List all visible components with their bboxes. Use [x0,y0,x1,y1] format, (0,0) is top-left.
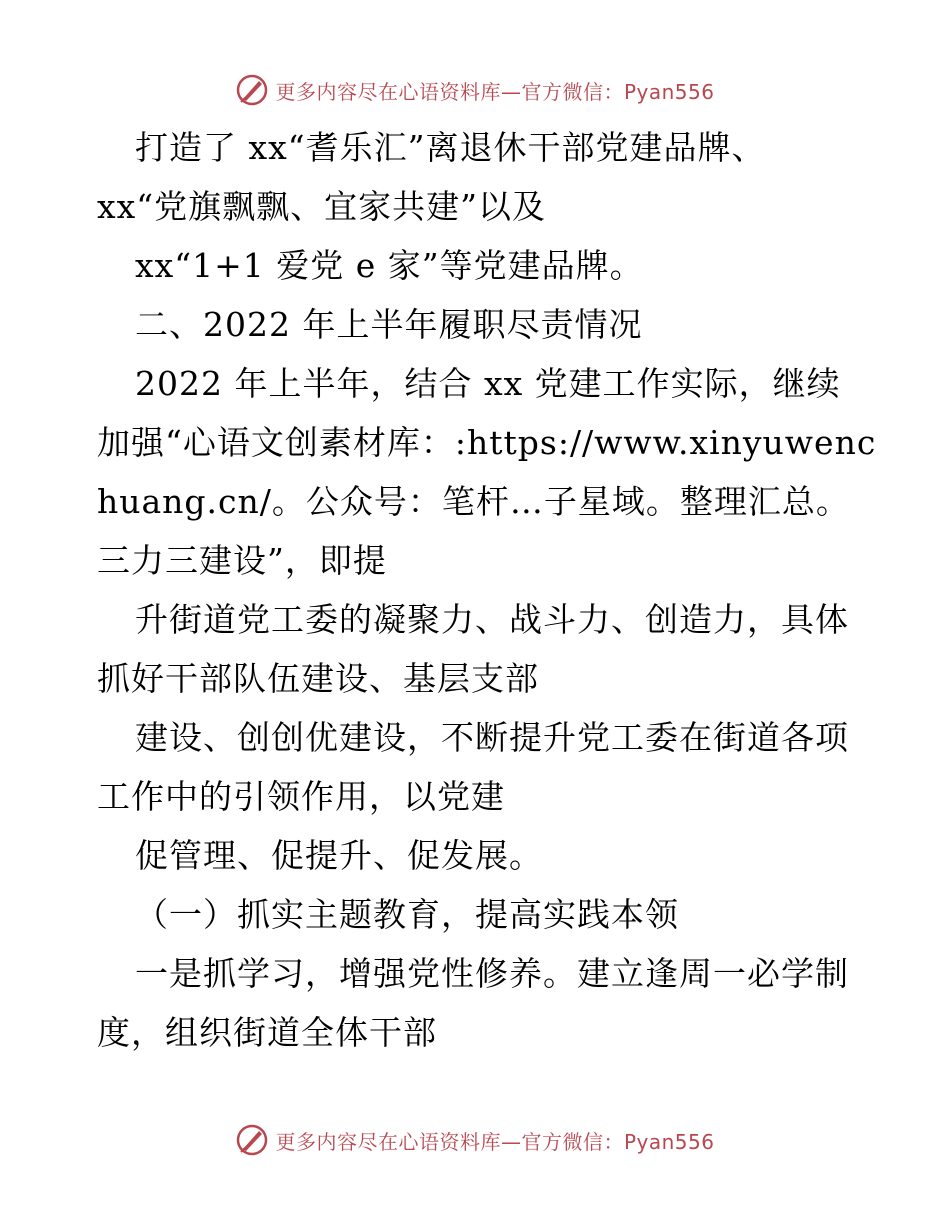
paragraph-line: huang.cn/。公众号：笔杆…子星域。整理汇总。 [97,482,850,521]
paragraph-line: 工作中的引领作用，以党建 [97,777,505,816]
paragraph-line: 2022 年上半年，结合 xx 党建工作实际，继续 [135,364,841,403]
paragraph-line: 二、2022 年上半年履职尽责情况 [135,305,643,344]
watermark-text: 更多内容尽在心语资料库—官方微信：Pyan556 [275,1129,715,1154]
paragraph-line: 升街道党工委的凝聚力、战斗力、创造力，具体 [135,600,849,639]
paragraph-line: xx“党旗飘飘、宜家共建”以及 [97,187,546,226]
paragraph-line: （一）抓实主题教育，提高实践本领 [135,895,679,934]
watermark-header [0,70,950,110]
paragraph-line: 促管理、促提升、促发展。 [135,836,543,875]
watermark-footer [0,1120,950,1160]
paragraph-line: 抓好干部队伍建设、基层支部 [97,659,539,698]
paragraph-line: 度，组织街道全体干部 [97,1013,437,1052]
paragraph-line: xx“1+1 爱党 e 家”等党建品牌。 [135,246,644,285]
paragraph-line: 打造了 xx“耆乐汇”离退休干部党建品牌、 [135,128,766,167]
document-body [97,126,877,1070]
paragraph-line: 加强“心语文创素材库：:https://www.xinyuwenc [97,423,877,462]
paragraph-line: 建设、创创优建设，不断提升党工委在街道各项 [135,718,849,757]
quill-logo-icon [235,73,269,107]
paragraph-line: 三力三建设”，即提 [97,541,387,580]
watermark-text: 更多内容尽在心语资料库—官方微信：Pyan556 [275,79,715,104]
quill-logo-icon [235,1123,269,1157]
paragraph-line: 一是抓学习，增强党性修养。建立逢周一必学制 [135,954,849,993]
